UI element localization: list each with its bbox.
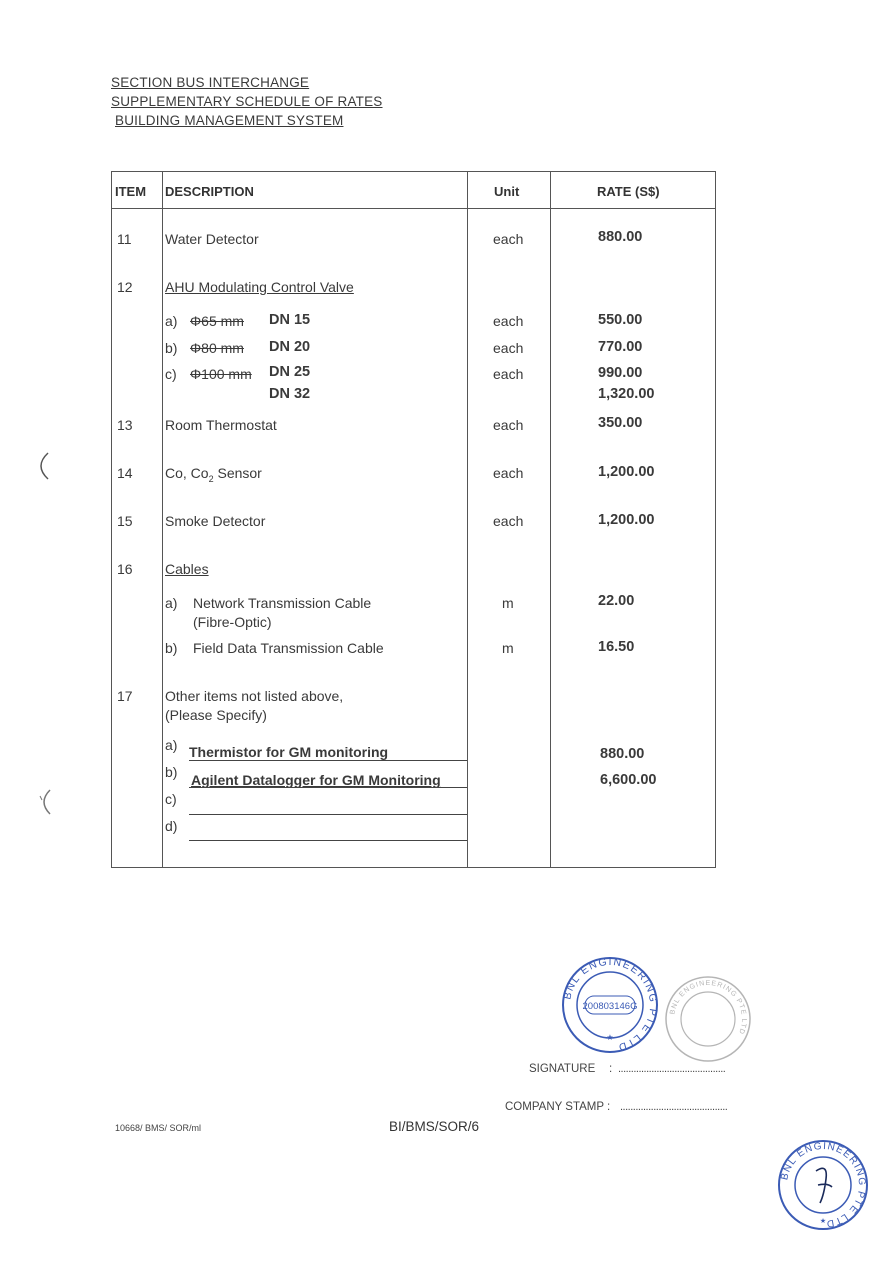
item-rate: 1,200.00 [598, 512, 655, 528]
header-line-1: SECTION BUS INTERCHANGE [111, 75, 310, 90]
item-number: 14 [117, 465, 133, 481]
revised-size: DN 25 [269, 364, 311, 380]
item-unit: m [502, 640, 514, 656]
revised-size: DN 20 [269, 339, 311, 355]
column-header-description: DESCRIPTION [165, 184, 254, 199]
item-number: 16 [117, 561, 133, 577]
item-unit: each [493, 313, 524, 329]
fill-line [189, 840, 467, 841]
sub-item-label: d) [165, 818, 178, 834]
sub-item-label: c) [165, 791, 177, 807]
svg-text:200803146G: 200803146G [582, 1001, 638, 1012]
doc-ref-center: BI/BMS/SOR/6 [389, 1119, 480, 1134]
svg-text:BNL ENGINEERING PTE LTD: BNL ENGINEERING PTE LTD [669, 979, 748, 1036]
item-rate: 16.50 [598, 639, 635, 655]
company-stamp [559, 955, 661, 1055]
item-rate: 350.00 [598, 415, 643, 431]
item-rate: 880.00 [600, 746, 645, 762]
sub-item-description: Network Transmission Cable [193, 595, 372, 611]
item-description: Cables [165, 561, 209, 577]
svg-text:BNL ENGINEERING PTE LTD: BNL ENGINEERING PTE LTD [561, 955, 660, 1054]
sub-item-label: b) [165, 640, 178, 656]
struck-size: Φ65 mm [190, 313, 244, 329]
sub-item-description-line2: (Fibre-Optic) [193, 614, 272, 630]
item-rate: 6,600.00 [600, 772, 657, 788]
item-unit: each [493, 513, 524, 529]
sub-item-label: b) [165, 764, 178, 780]
item-unit: each [493, 231, 524, 247]
item-number: 17 [117, 688, 133, 704]
doc-ref-left: 10668/ BMS/ SOR/ml [115, 1123, 202, 1133]
item-description: Other items not listed above, [165, 688, 344, 704]
punch-hole-mark [32, 786, 60, 818]
struck-size: Φ80 mm [190, 340, 244, 356]
sub-item-description: Field Data Transmission Cable [193, 640, 384, 656]
item-number: 11 [117, 231, 132, 247]
item-unit: each [493, 465, 524, 481]
revised-size: DN 15 [269, 312, 311, 328]
item-rate: 990.00 [598, 365, 643, 381]
column-header-rate: RATE (S$) [597, 184, 660, 199]
item-description: Co, $Co_2$ Sensor [165, 465, 262, 484]
header-line-2: SUPPLEMENTARY SCHEDULE OF RATES [111, 94, 383, 109]
company-stamp-label: COMPANY STAMP : [505, 1101, 611, 1113]
item-unit: each [493, 340, 524, 356]
item-rate: 1,200.00 [598, 464, 655, 480]
signature-label: SIGNATURE [529, 1063, 596, 1075]
faint-stamp [663, 975, 753, 1063]
item-number: 13 [117, 417, 133, 433]
column-header-item: ITEM [115, 184, 147, 199]
struck-size: Φ100 mm [190, 366, 252, 382]
svg-text:★: ★ [606, 1033, 614, 1042]
item-unit: each [493, 366, 524, 382]
handwritten-entry: Agilent Datalogger for GM Monitoring [191, 772, 441, 788]
signature-line: .......................................... [618, 1063, 726, 1075]
header-line-3: BUILDING MANAGEMENT SYSTEM [115, 113, 344, 128]
fill-line [189, 760, 467, 761]
item-description: AHU Modulating Control Valve [165, 279, 354, 295]
column-header-unit: Unit [494, 184, 520, 199]
company-stamp-line: .......................................... [620, 1101, 728, 1113]
item-rate: 22.00 [598, 593, 635, 609]
svg-text:★: ★ [819, 1217, 827, 1225]
fill-line [189, 814, 467, 815]
corner-stamp [776, 1139, 870, 1231]
item-rate: 880.00 [598, 229, 643, 245]
sub-item-label: a) [165, 737, 178, 753]
signature-colon: : [609, 1063, 613, 1075]
sub-item-label: a) [165, 595, 178, 611]
item-description: Room Thermostat [165, 417, 277, 433]
item-description: Water Detector [165, 231, 259, 247]
item-rate: 550.00 [598, 312, 643, 328]
svg-text:BNL ENGINEERING PTE LTD: BNL ENGINEERING PTE LTD [779, 1140, 868, 1230]
item-unit: m [502, 595, 514, 611]
revised-size: DN 32 [269, 386, 311, 402]
item-description-line2: (Please Specify) [165, 707, 267, 723]
item-unit: each [493, 417, 524, 433]
item-description: Smoke Detector [165, 513, 266, 529]
sub-item-label: c) [165, 366, 177, 382]
punch-hole-mark [30, 450, 54, 482]
handwritten-entry: Thermistor for GM monitoring [189, 744, 389, 760]
fill-line [189, 787, 467, 788]
item-number: 15 [117, 513, 133, 529]
item-rate: 770.00 [598, 339, 643, 355]
sub-item-label: b) [165, 340, 178, 356]
item-number: 12 [117, 279, 133, 295]
handwritten-signature [816, 1168, 832, 1203]
sub-item-label: a) [165, 313, 178, 329]
item-rate: 1,320.00 [598, 386, 655, 402]
